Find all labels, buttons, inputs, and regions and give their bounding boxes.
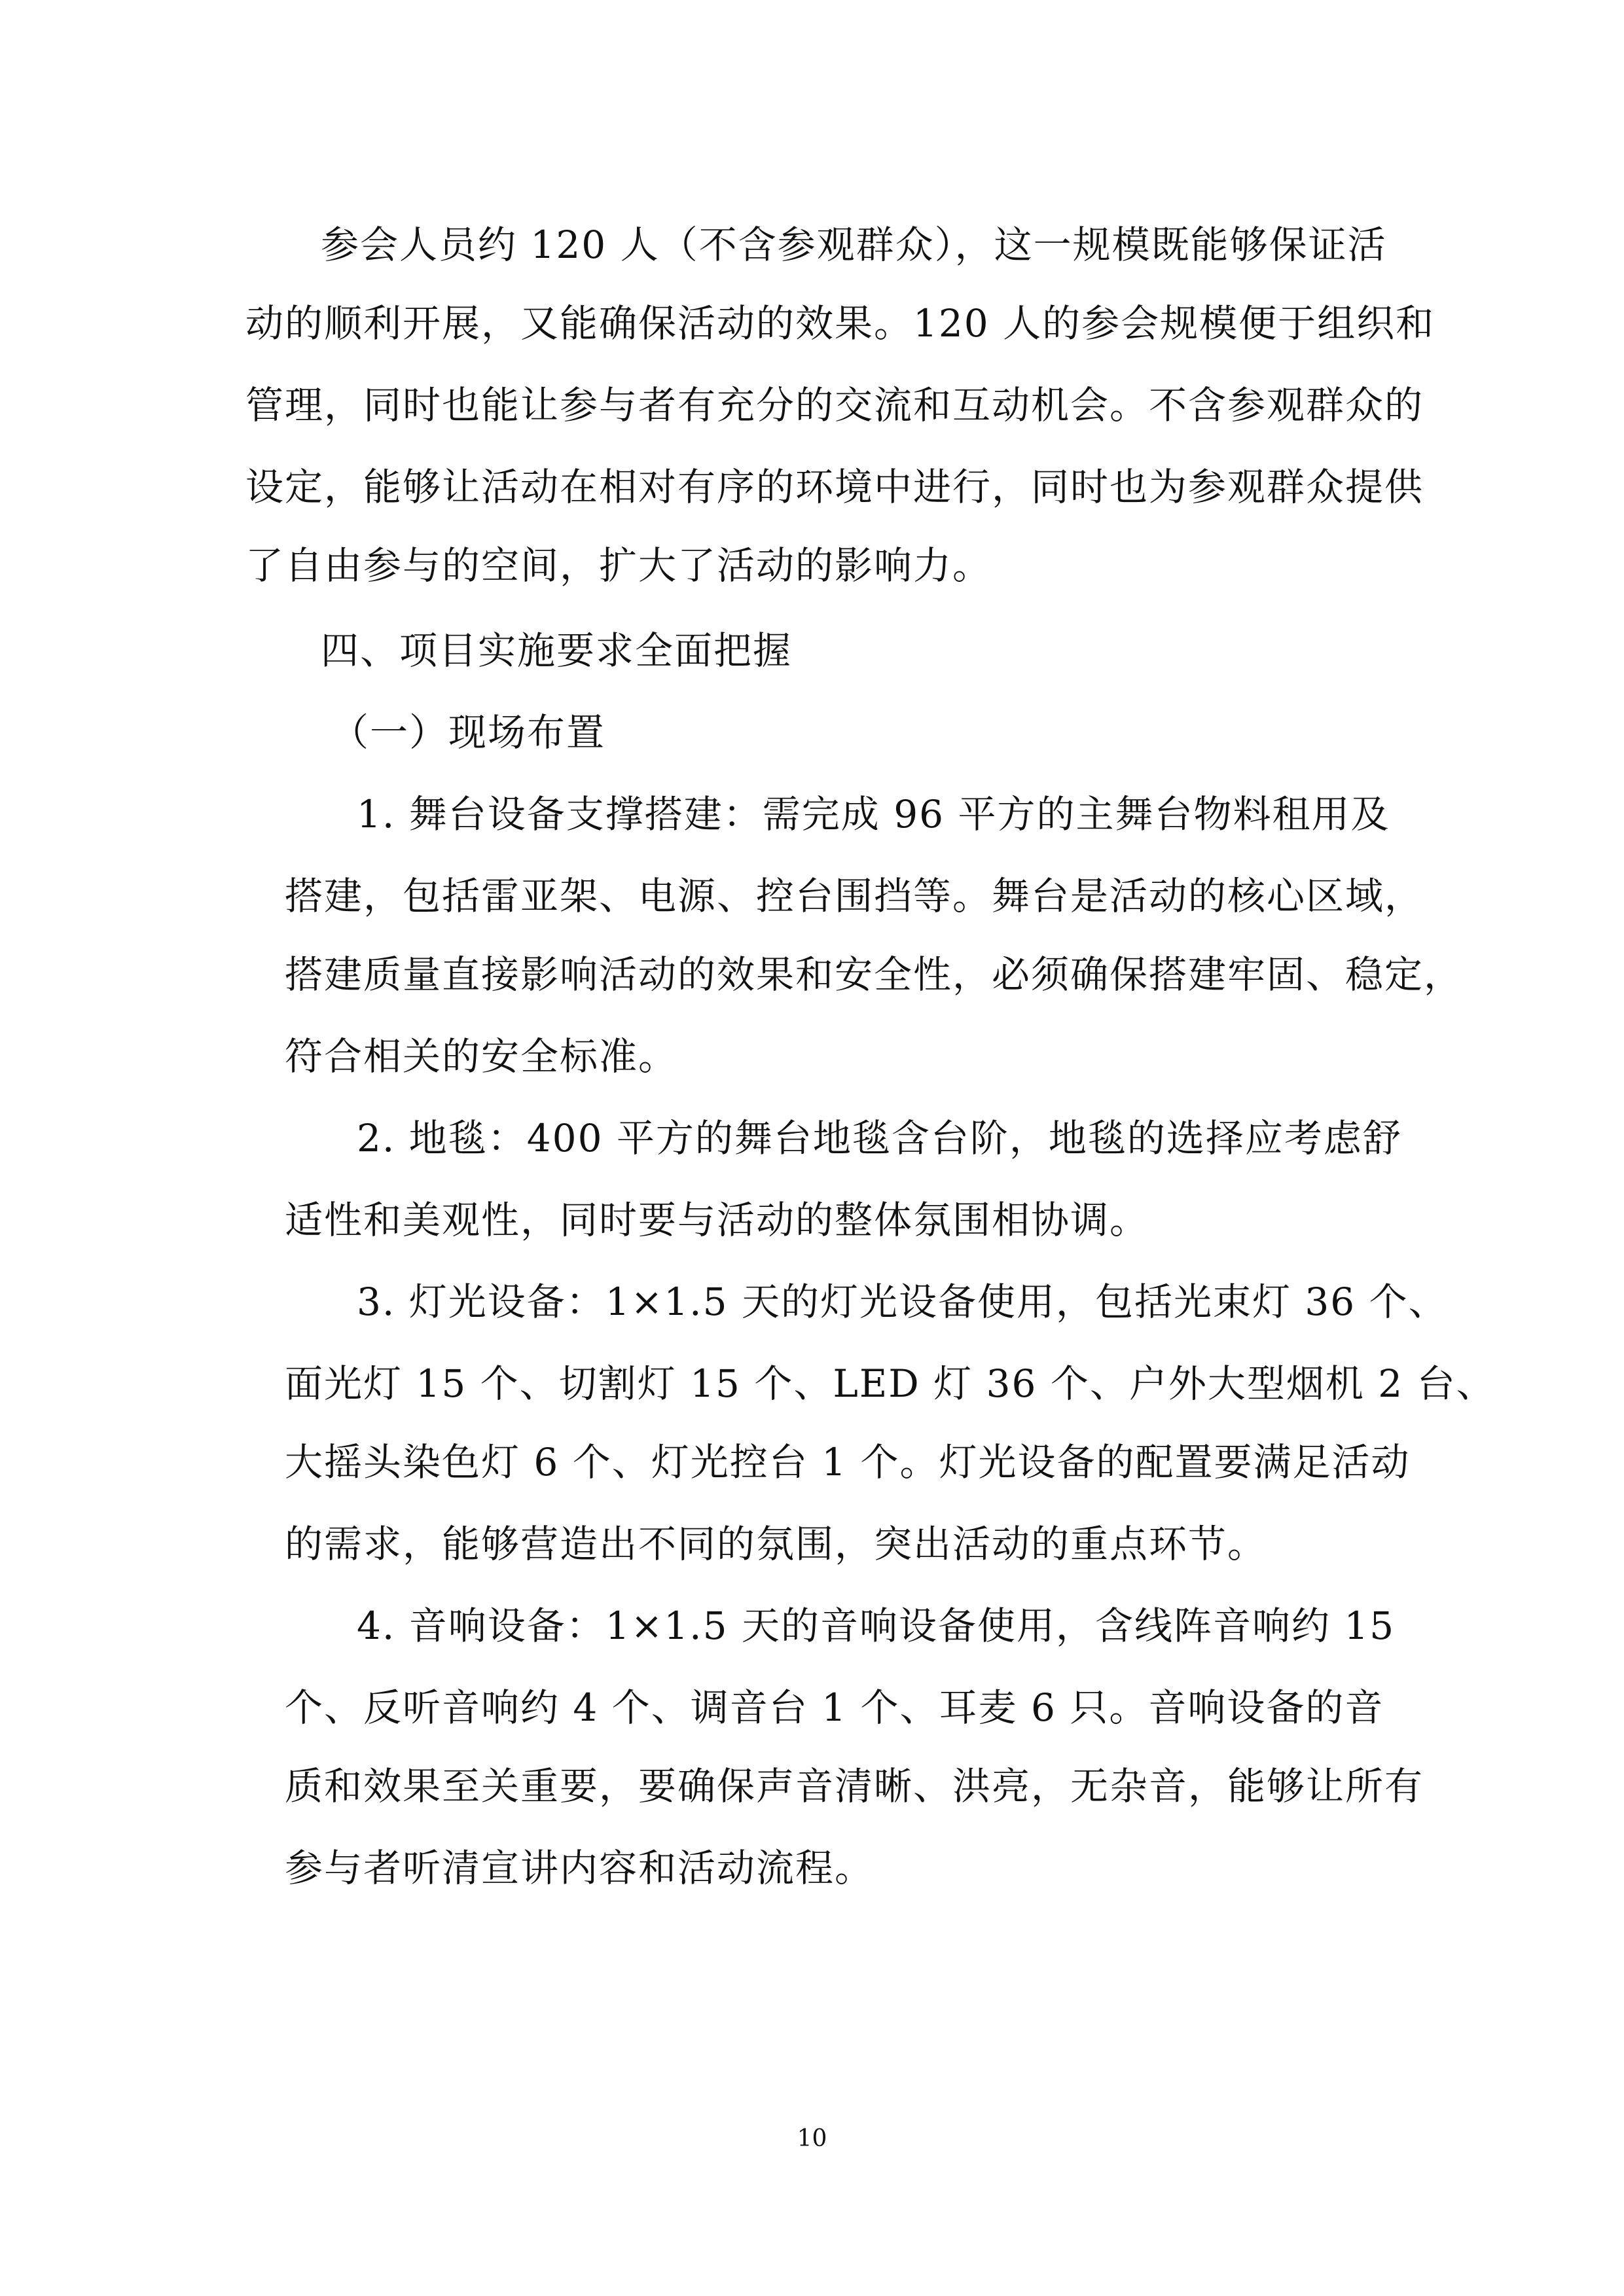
paragraph-1-line-3: 管理，同时也能让参与者有充分的交流和互动机会。不含参观群众的 [245, 383, 1424, 427]
item-3-line-4: 的需求，能够营造出不同的氛围，突出活动的重点环节。 [285, 1522, 1267, 1566]
item-1-line-2: 搭建，包括雷亚架、电源、控台围挡等。舞台是活动的核心区域， [285, 874, 1424, 918]
item-4-line-1: 4. 音响设备：1×1.5 天的音响设备使用，含线阵音响约 15 [357, 1604, 1396, 1648]
item-2-line-1: 2. 地毯：400 平方的舞台地毯含台阶，地毯的选择应考虑舒 [357, 1116, 1402, 1160]
item-3-line-2: 面光灯 15 个、切割灯 15 个、LED 灯 36 个、户外大型烟机 2 台、 [285, 1361, 1496, 1406]
item-1-line-1: 1. 舞台设备支撑搭建：需完成 96 平方的主舞台物料租用及 [357, 792, 1390, 836]
paragraph-1-line-2: 动的顺利开展，又能确保活动的效果。120 人的参会规模便于组织和 [245, 301, 1435, 346]
page-number: 10 [797, 2125, 827, 2152]
paragraph-1-line-4: 设定，能够让活动在相对有序的环境中进行，同时也为参观群众提供 [245, 465, 1424, 509]
item-3-line-3: 大摇头染色灯 6 个、灯光控台 1 个。灯光设备的配置要满足活动 [285, 1440, 1411, 1484]
paragraph-1-line-5: 了自由参与的空间，扩大了活动的影响力。 [245, 543, 992, 588]
paragraph-1-line-1: 参会人员约 120 人（不含参观群众），这一规模既能够保证活 [321, 223, 1387, 267]
item-4-line-2: 个、反听音响约 4 个、调音台 1 个、耳麦 6 只。音响设备的音 [285, 1685, 1384, 1730]
item-4-line-3: 质和效果至关重要，要确保声音清晰、洪亮，无杂音，能够让所有 [285, 1764, 1424, 1808]
subsection-heading-1: （一）现场布置 [331, 710, 606, 755]
item-4-line-4: 参与者听清宣讲内容和活动流程。 [285, 1846, 875, 1890]
item-3-line-1: 3. 灯光设备：1×1.5 天的灯光设备使用，包括光束灯 36 个、 [357, 1280, 1448, 1324]
item-2-line-2: 适性和美观性，同时要与活动的整体氛围相协调。 [285, 1198, 1149, 1242]
section-heading-4: 四、项目实施要求全面把握 [321, 628, 793, 673]
item-1-line-3: 搭建质量直接影响活动的效果和安全性，必须确保搭建牢固、稳定， [285, 952, 1464, 997]
item-1-line-4: 符合相关的安全标准。 [285, 1034, 678, 1079]
